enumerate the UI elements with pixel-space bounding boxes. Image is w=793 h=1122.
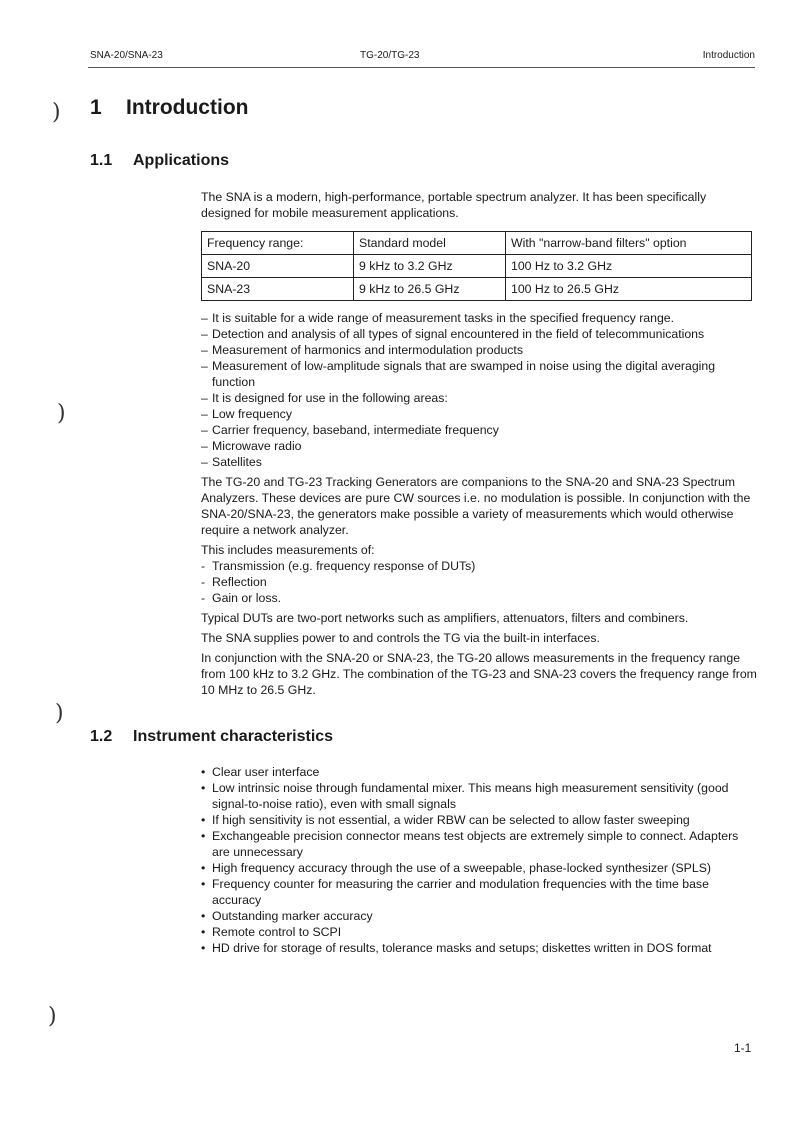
list-item: • If high sensitivity is not essential, a wider RBW can be selected to allow faster sweeping <box>201 812 757 828</box>
power-paragraph: The SNA supplies power to and controls the TG via the built-in interfaces. <box>201 631 600 645</box>
tracking-generator-paragraph: The TG-20 and TG-23 Tracking Generators are companions to the SNA-20 and SNA-23 Spectrum Analyzers. These devices are pure CW sources i.e. no modulation is possible. In conjunction with the SNA-20/SNA-23, the generators make possible a variety of measurements which would otherwise require a network analyzer. <box>201 475 751 537</box>
list-item: • High frequency accuracy through the use of a sweepable, phase-locked synthesizer (SPLS) <box>201 860 757 876</box>
table-header-cell: Frequency range: <box>202 232 354 255</box>
list-item: – It is suitable for a wide range of measurement tasks in the specified frequency range. <box>201 310 757 326</box>
chapter-number: 1 <box>90 96 102 119</box>
table-cell: SNA-20 <box>202 255 354 278</box>
binder-hole-mark: ) <box>57 401 66 426</box>
list-item: - Transmission (e.g. frequency response of DUTs) <box>201 558 757 574</box>
measurement-list <box>201 558 757 606</box>
includes-intro: This includes measurements of: <box>201 543 375 557</box>
header-rule <box>88 67 755 68</box>
chapter-title: Introduction <box>126 96 249 119</box>
section-heading-applications <box>90 152 230 170</box>
table-cell: 100 Hz to 26.5 GHz <box>506 278 752 301</box>
header-left: SNA-20/SNA-23 <box>90 50 163 61</box>
table-cell: 100 Hz to 3.2 GHz <box>506 255 752 278</box>
table-header-cell: With "narrow-band filters" option <box>506 232 752 255</box>
list-item: – Carrier frequency, baseband, intermediate frequency <box>201 422 757 438</box>
list-item: • Clear user interface <box>201 764 757 780</box>
binder-hole-mark: ) <box>52 100 61 125</box>
intro-paragraph: The SNA is a modern, high-performance, portable spectrum analyzer. It has been specifically designed for mobile measurement applications. <box>201 190 707 220</box>
list-item: • Frequency counter for measuring the carrier and modulation frequencies with the time base accuracy <box>201 876 757 908</box>
running-header <box>90 50 755 64</box>
table-row <box>202 255 752 278</box>
instrument-characteristics-body <box>201 764 757 956</box>
list-item: – It is designed for use in the following areas: <box>201 390 757 406</box>
duts-paragraph: Typical DUTs are two-port networks such as amplifiers, attenuators, filters and combiners. <box>201 611 689 625</box>
section-heading-instrument-characteristics <box>90 728 334 746</box>
table-header-row <box>202 232 752 255</box>
section-title: Applications <box>133 152 230 169</box>
list-item: – Microwave radio <box>201 438 757 454</box>
list-item: – Low frequency <box>201 406 757 422</box>
frequency-range-table <box>201 231 752 301</box>
list-item: – Measurement of harmonics and intermodulation products <box>201 342 757 358</box>
list-item: – Satellites <box>201 454 757 470</box>
binder-hole-mark: ) <box>48 1004 57 1029</box>
conjunction-paragraph: In conjunction with the SNA-20 or SNA-23, the TG-20 allows measurements in the frequency range from 100 kHz to 3.2 GHz. The combination of the TG-23 and SNA-23 covers the frequency range from 10 MHz to 26.5 GHz. <box>201 651 757 697</box>
table-cell: 9 kHz to 26.5 GHz <box>354 278 506 301</box>
list-item: • Exchangeable precision connector means test objects are extremely simple to connect. Adapters are unnecessary <box>201 828 757 860</box>
section-number: 1.2 <box>90 728 113 745</box>
table-cell: 9 kHz to 3.2 GHz <box>354 255 506 278</box>
table-cell: SNA-23 <box>202 278 354 301</box>
list-item: • Outstanding marker accuracy <box>201 908 757 924</box>
list-item: • Low intrinsic noise through fundamental mixer. This means high measurement sensitivity (good signal-to-noise ratio), even with small signals <box>201 780 757 812</box>
page-number: 1-1 <box>734 1041 752 1055</box>
applications-list <box>201 310 757 470</box>
list-item: – Measurement of low-amplitude signals that are swamped in noise using the digital averaging function <box>201 358 757 390</box>
header-center: TG-20/TG-23 <box>360 50 420 61</box>
table-row <box>202 278 752 301</box>
list-item: • HD drive for storage of results, tolerance masks and setups; diskettes written in DOS format <box>201 940 757 956</box>
section-number: 1.1 <box>90 152 113 169</box>
applications-body <box>201 189 757 698</box>
list-item: - Reflection <box>201 574 757 590</box>
list-item: - Gain or loss. <box>201 590 757 606</box>
binder-hole-mark: ) <box>55 701 64 726</box>
table-header-cell: Standard model <box>354 232 506 255</box>
header-right: Introduction <box>702 50 755 61</box>
list-item: • Remote control to SCPI <box>201 924 757 940</box>
characteristics-list <box>201 764 757 956</box>
section-title: Instrument characteristics <box>133 728 334 745</box>
list-item: – Detection and analysis of all types of signal encountered in the field of telecommunications <box>201 326 757 342</box>
